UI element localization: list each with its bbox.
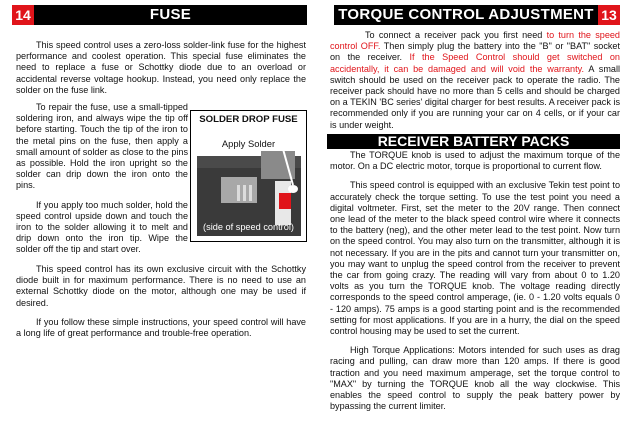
figure-label: Apply Solder — [221, 138, 276, 149]
right-paragraph-3: High Torque Applications: Motors intended for such uses as drag racing and pulling, can draw more than 120 amps. If there is good traction and you need maximum amperage, set the torque control to "MAX" by turning the TORQUE knob all the way clockwise. This enables the speed control to supply the peak battery power by bypassing the current limiter. — [330, 345, 620, 412]
rp-text-1: To connect a receiver pack you first need — [365, 30, 547, 40]
left-page-title: FUSE — [149, 6, 192, 23]
left-paragraph-4: This speed control has its own exclusive circuit with the Schottky diode built in for maximum performance. There is no need to use an external Schottky diode on the motor, although one may be used if desired. — [16, 264, 306, 308]
rp-text-3: A small switch should be used on the receiver pack to operate the radio. The receiver pack should have no more than 5 cells and should be charged on a TEKIN 'BC series' digital charger for best results. A receiver pack is recommended only if you are running your car on 4 cells, or if your car is under weight. — [330, 63, 620, 130]
right-page-title: TORQUE CONTROL ADJUSTMENT — [338, 6, 594, 23]
rp-warning-1: to turn the speed control OFF. — [330, 30, 620, 52]
figure-title: SOLDER DROP FUSE — [199, 114, 298, 125]
left-intro-block — [16, 40, 306, 104]
figure-caption: (side of speed control) — [203, 222, 294, 232]
left-bottom-block — [16, 264, 306, 347]
receiver-battery-packs-heading: RECEIVER BATTERY PACKS — [327, 134, 620, 149]
left-header-bar — [12, 5, 307, 25]
left-paragraph-5: If you follow these simple instructions, your speed control will have a long life of great performance and trouble-free operation. — [16, 316, 306, 339]
solder-fuse-figure — [190, 110, 307, 242]
torque-text-block — [330, 150, 620, 420]
left-paragraph-2: To repair the fuse, use a small-tipped soldering iron, and always wipe the tip off before starting. Touch the tip of the iron to the metal pins on the fuse, then apply a small amount of solder as close to the pins as possible. Hold the iron upright so the solder can drip down the iron onto the pins. — [16, 102, 188, 191]
right-header-bar — [334, 5, 620, 25]
left-paragraph-3: If you apply too much solder, hold the speed control upside down and touch the iron to the solder allowing it to melt and drip down onto the iron tip. Wipe the solder off the tip and start over. — [16, 199, 188, 255]
left-paragraph-1: This speed control uses a zero-loss solder-link fuse for the highest performance and coolest operation. This special fuse eliminates the need to replace a fuse or Schottky diode due to an overload or accidental reverse voltage hookup. Instead, you need only replace the solder on the fuse link. — [16, 40, 306, 95]
right-paragraph-1: The TORQUE knob is used to adjust the maximum torque of the motor. On a DC electric motor, torque is proportional to current flow. — [330, 150, 620, 172]
left-narrow-block — [16, 102, 188, 264]
rp-text-2: Then simply plug the battery into the "B" or "BAT" socket on the receiver. — [330, 41, 620, 63]
receiver-pack-block — [330, 30, 620, 131]
right-paragraph-2: This speed control is equipped with an exclusive Tekin test point to accurately check the torque setting. To use the test point you need a digital voltmeter. First, set the meter to the 20V range. Then connect one lead of the meter to the black speed control wire where it connects to the battery (neg), and the other meter lead to the test point. Now turn on the speed control. You may also turn on the transmitter, although it is not necessary. If you are in the pits and cannot turn your transmitter on, you may want to unplug the speed control from the receiver to prevent the car from going crazy. The reading will vary from about 0 to 1.20 volts as you turn the TORQUE knob. The voltage reading directly corresponds to the speed control amperage, (ie. 0 - 1.20 volts equals 0 - 120 amps). 75 amps is a good starting point and is the recommended setting for most applications. If you are in a hurry, the dial on the speed control housing may be used to set the current. — [330, 180, 620, 337]
right-page-number: 13 — [598, 5, 620, 25]
receiver-pack-paragraph — [330, 30, 620, 131]
rp-warning-2: If the Speed Control should get switched on accidentally, it can be damaged and will void the warranty. — [330, 52, 620, 74]
left-page-number: 14 — [12, 5, 34, 25]
